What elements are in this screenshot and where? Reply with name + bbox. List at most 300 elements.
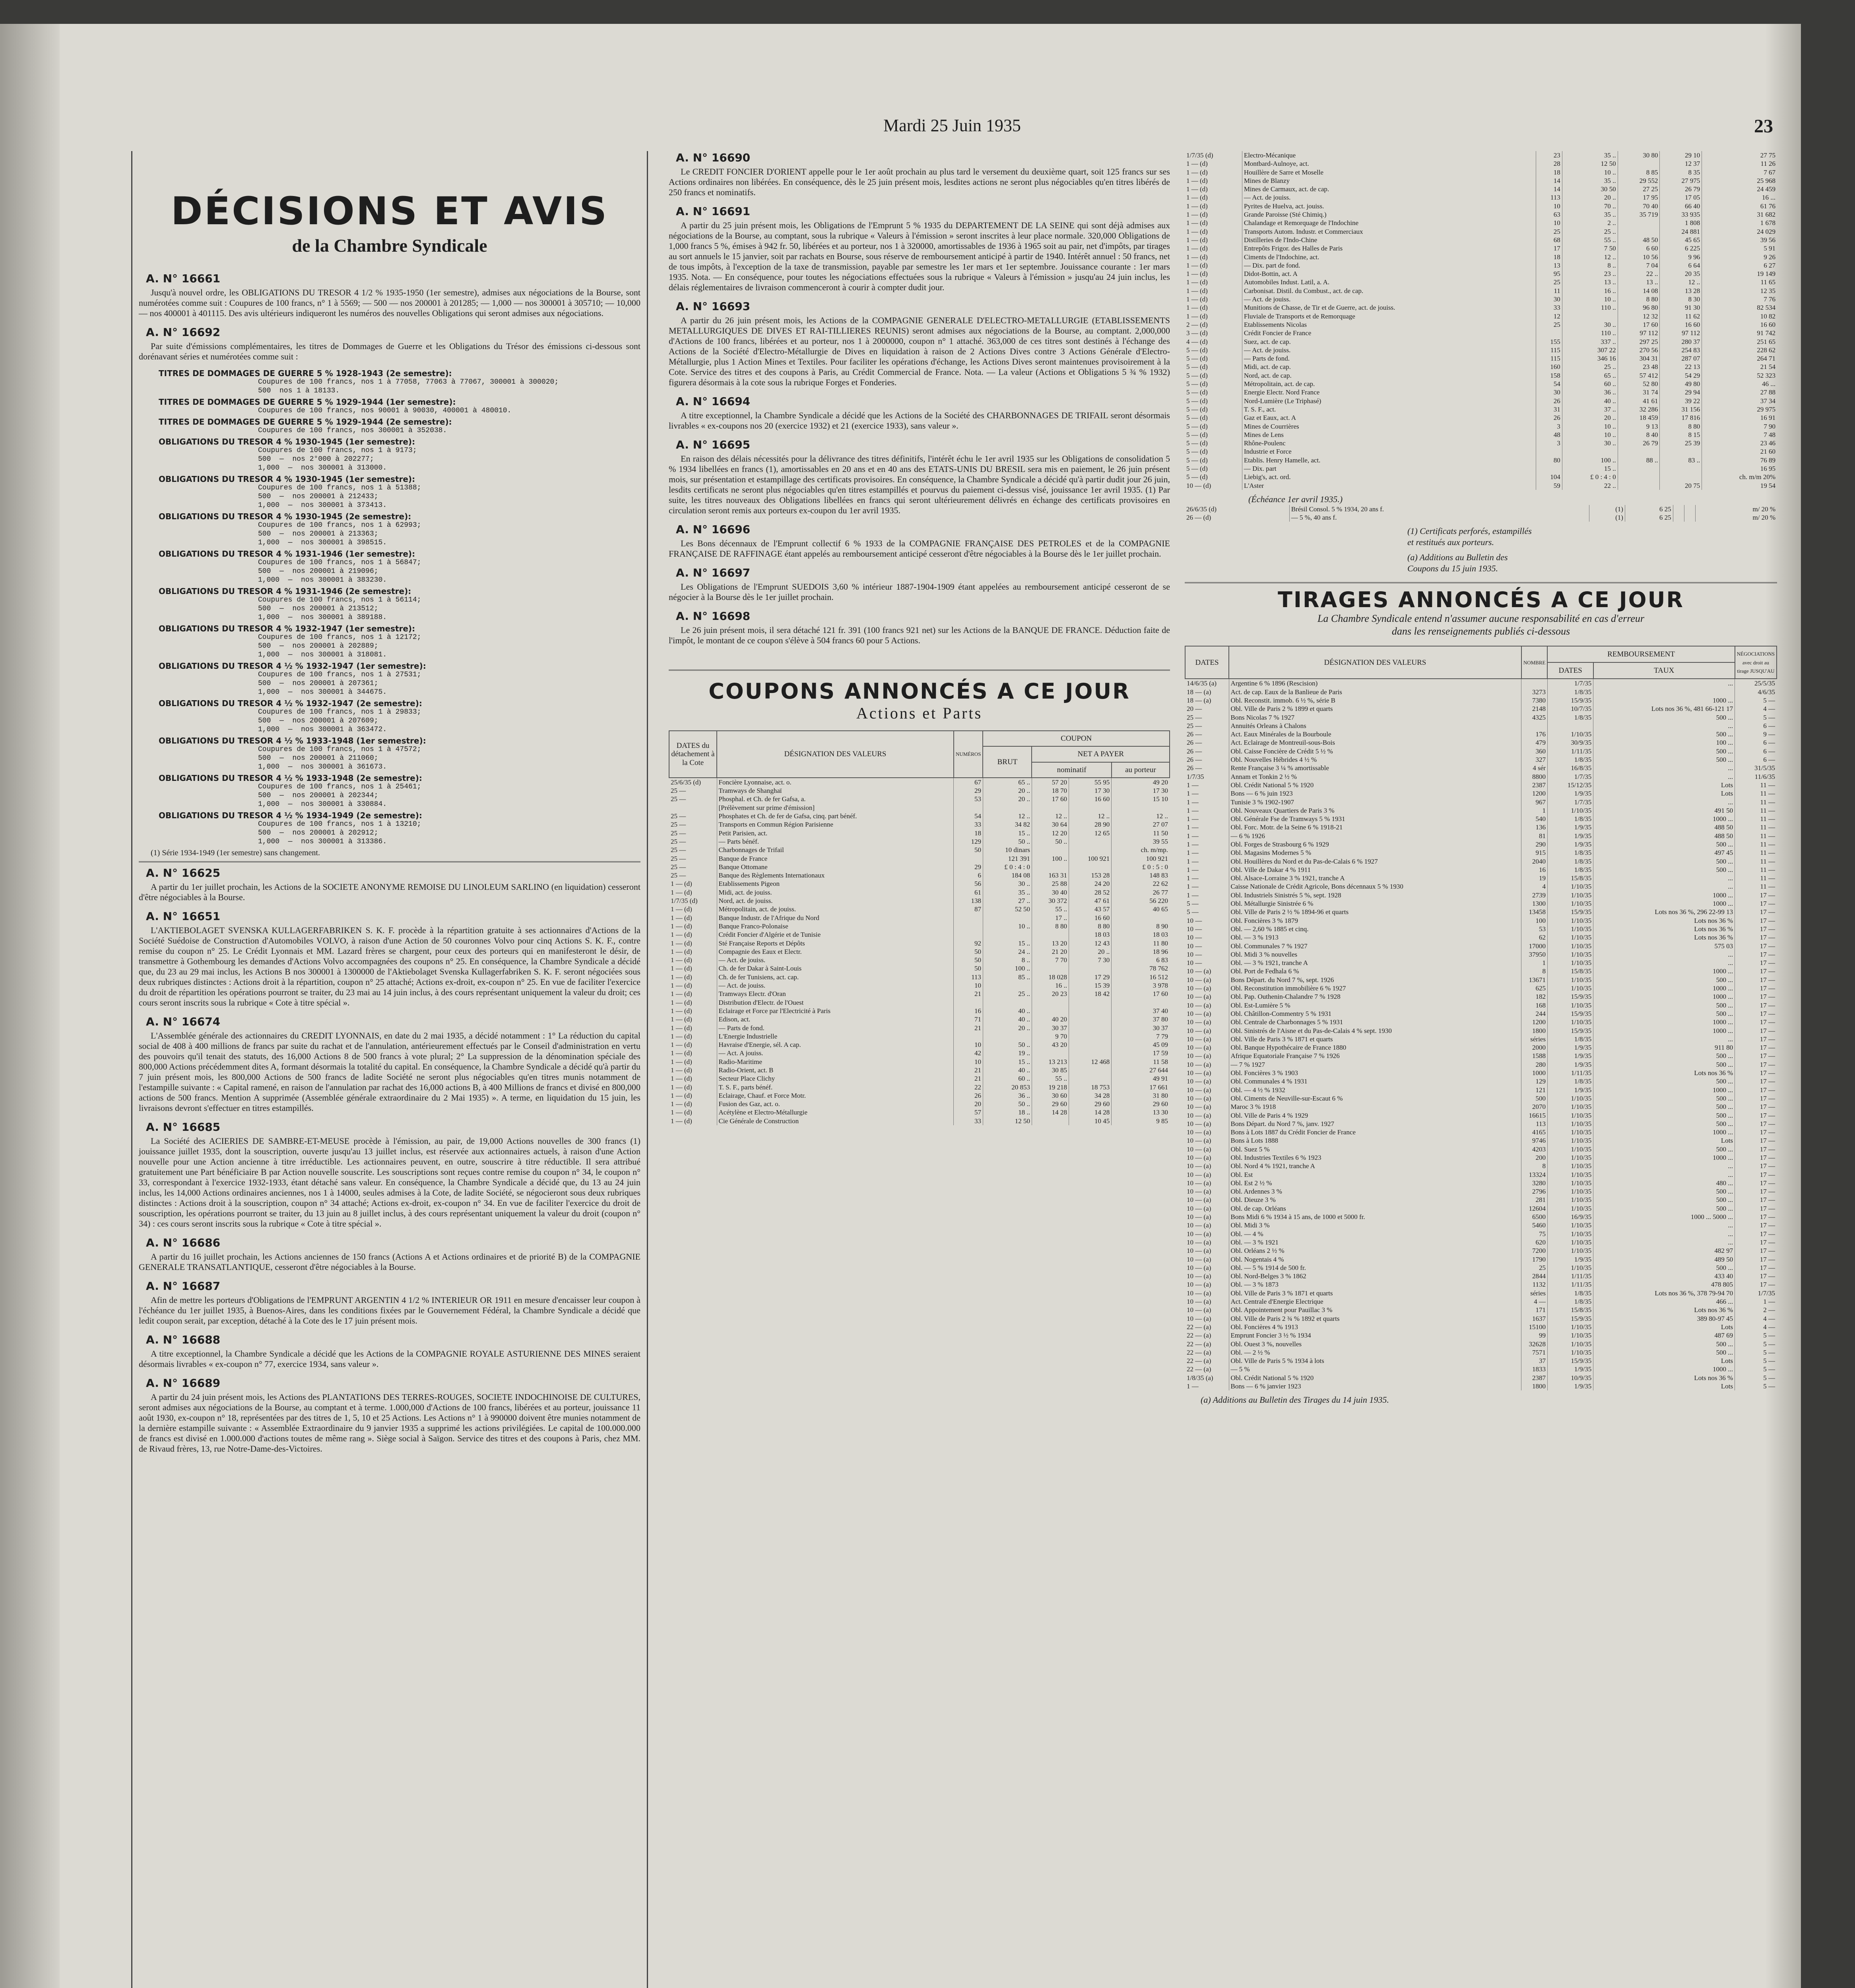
- table-cell: 5 —: [1735, 1348, 1777, 1357]
- table-cell: 15/9/35: [1547, 992, 1593, 1001]
- table-cell: 1/9/35: [1547, 1052, 1593, 1060]
- table-row: [1185, 513, 1777, 522]
- table-cell: 46 ...: [1702, 380, 1777, 388]
- table-cell: 121: [1521, 1086, 1548, 1094]
- coupure-title: OBLIGATIONS DU TRESOR 4 ½ % 1934-1949 (2e semestre):: [159, 811, 422, 820]
- table-cell: Rente Française 3 ¼ % amortissable: [1229, 764, 1521, 772]
- table-cell: 1/10/35: [1547, 1238, 1593, 1246]
- table-cell: 9 70: [1032, 1032, 1069, 1041]
- table-cell: [1032, 998, 1069, 1007]
- table-cell: 57: [954, 1108, 983, 1116]
- table-row: [1185, 798, 1777, 806]
- table-cell: — 5 %, 40 ans f.: [1289, 513, 1589, 522]
- table-cell: 1000 ...: [1593, 1128, 1735, 1136]
- table-cell: Obl. Magasins Modernes 5 %: [1229, 848, 1521, 857]
- table-cell: 8 35: [1660, 168, 1702, 177]
- avis-item: [139, 1015, 640, 1113]
- table-cell: 12 ..: [1032, 812, 1069, 820]
- table-cell: 1 808: [1660, 219, 1702, 227]
- col-remboursement: REMBOURSEMENT: [1547, 646, 1735, 662]
- table-cell: Obl. Nord-Belges 3 % 1862: [1229, 1272, 1521, 1280]
- table-cell: Obl. Générale Fse de Tramways 5 % 1931: [1229, 815, 1521, 823]
- table-cell: 1/9/35: [1547, 1086, 1593, 1094]
- table-cell: 7200: [1521, 1246, 1548, 1255]
- table-cell: 290: [1521, 840, 1548, 848]
- table-cell: 18 753: [1069, 1083, 1112, 1091]
- table-cell: 280: [1521, 1060, 1548, 1069]
- table-row: [1185, 722, 1777, 730]
- table-cell: 29: [954, 863, 983, 871]
- table-cell: 29: [954, 786, 983, 795]
- table-cell: Fluviale de Transports et de Remorquage: [1242, 312, 1536, 320]
- table-row: [1185, 227, 1777, 236]
- table-cell: 1000 ...: [1593, 1086, 1735, 1094]
- table-cell: Munitions de Chasse, de Tir et de Guerre, act. de jouiss.: [1242, 303, 1536, 312]
- table-cell: 22 — (a): [1187, 1365, 1211, 1373]
- table-row: [1185, 781, 1777, 789]
- table-cell: 5 — (d): [1186, 414, 1208, 422]
- col-coupon: COUPON: [983, 731, 1170, 746]
- table-cell: — Act. de jouiss.: [1242, 346, 1536, 354]
- table-cell: 17 —: [1735, 1001, 1777, 1010]
- table-cell: 20 —: [1187, 705, 1202, 713]
- table-cell: 100 ..: [1032, 854, 1069, 863]
- table-cell: Obl. Crédit National 5 % 1920: [1229, 781, 1521, 789]
- table-cell: 10: [954, 981, 983, 990]
- table-cell: 8: [1521, 1162, 1548, 1170]
- table-cell: Obl. Ouest 3 %, nouvelles: [1229, 1340, 1521, 1348]
- table-cell: 1/10/35: [1547, 1103, 1593, 1111]
- table-row: [669, 1066, 1170, 1074]
- table-cell: — Parts de fond.: [717, 1024, 954, 1032]
- table-cell: 1 — (d): [1186, 211, 1208, 219]
- avis-text: En raison des délais nécessités pour la délivrance des titres définitifs, l'intérêt échu le 1er avril 1935 sur les Obligations de consolidation 5 % 1934 libellées en francs (1), amortissables en 20 ans et en 40 ans des ETATS-UNIS DU BRESIL sera mis en paiement, le 26 juin présent mois, sur présentation et estampillage des certificats provisoires. En conséquence, la Chambre Syndicale a décidé qu'à partir dudit jour 26 juin, lesdits certificats ne seront plus négociables qu'en titres estampillés et pourvus du paiement ci-dessus visé, jouissance 1er avril 1935. (1) Par suite, les titres nouveaux des Obligations libellées en francs qui seront ultérieurement délivrés en échange des certificats provisoires en circulation seront remis aux porteurs ex-coupon du 1er avril 1935.: [669, 454, 1170, 515]
- table-cell: [1032, 1117, 1069, 1125]
- table-cell: 1: [1521, 959, 1548, 967]
- coupure-block: [139, 417, 640, 435]
- table-cell: Obl. Suez 5 %: [1229, 1145, 1521, 1153]
- table-cell: 5 — (d): [1186, 346, 1208, 354]
- table-cell: 21 20: [1032, 947, 1069, 956]
- table-cell: L'Energie Industrielle: [717, 1032, 954, 1041]
- table-cell: Foncière Lyonnaise, act. o.: [717, 778, 954, 786]
- table-cell: 15/9/35: [1547, 1010, 1593, 1018]
- table-cell: 37 80: [1112, 1015, 1170, 1023]
- table-cell: 1/10/35: [1547, 925, 1593, 933]
- table-cell: 168: [1521, 1001, 1548, 1010]
- table-cell: 30: [1536, 295, 1562, 303]
- table-cell: 10 — (a): [1187, 1298, 1211, 1306]
- table-cell: 21: [954, 1024, 983, 1032]
- table-cell: 1 — (d): [671, 1109, 692, 1116]
- table-cell: 8 80: [1618, 295, 1660, 303]
- table-cell: 1 — (d): [1186, 304, 1208, 312]
- table-cell: 113: [1536, 193, 1562, 202]
- table-cell: 575 03: [1593, 942, 1735, 950]
- table-row: [669, 1007, 1170, 1015]
- table-cell: 491 50: [1593, 806, 1735, 815]
- table-cell: [1069, 1074, 1112, 1083]
- coupure-title: TITRES DE DOMMAGES DE GUERRE 5 % 1929-1944 (1er semestre):: [159, 397, 456, 407]
- table-cell: 22 13: [1660, 363, 1702, 371]
- coupure-line: Coupures de 100 francs, nos 1 à 25461;: [258, 783, 421, 791]
- table-cell: 8 85: [1618, 168, 1660, 177]
- table-cell: 11 80: [1112, 939, 1170, 947]
- table-cell: 10 — (a): [1187, 1069, 1211, 1077]
- table-cell: 5 —: [1735, 713, 1777, 722]
- table-cell: 7571: [1521, 1348, 1548, 1357]
- table-cell: 19: [1521, 874, 1548, 882]
- coupure-line: 500 — nos 200001 à 202889;: [258, 642, 378, 650]
- table-cell: 10 ..: [983, 922, 1032, 930]
- table-cell: 27 ..: [983, 897, 1032, 905]
- table-cell: £ 0 : 5 : 0: [1112, 863, 1170, 871]
- table-cell: 27 75: [1702, 151, 1777, 159]
- table-cell: 12 50: [983, 1117, 1032, 1125]
- table-cell: 10 — (a): [1187, 1137, 1211, 1145]
- table-row: [1185, 1272, 1777, 1280]
- table-cell: 360: [1521, 747, 1548, 755]
- table-cell: 50: [954, 964, 983, 973]
- table-row: [669, 956, 1170, 964]
- table-row: [1185, 789, 1777, 798]
- table-row: [669, 947, 1170, 956]
- table-row: [1185, 447, 1777, 456]
- table-cell: 487 69: [1593, 1331, 1735, 1340]
- table-row: [1185, 1103, 1777, 1111]
- table-cell: Didot-Bottin, act. A: [1242, 270, 1536, 278]
- table-cell: [1618, 227, 1660, 236]
- table-cell: 5 — (d): [1186, 431, 1208, 439]
- table-cell: 29 60: [1112, 1100, 1170, 1108]
- table-cell: 1 — (d): [671, 965, 692, 973]
- table-row: [1185, 1052, 1777, 1060]
- table-row: [1185, 933, 1777, 942]
- table-cell: Rhône-Poulenc: [1242, 439, 1536, 447]
- right-column: [1181, 151, 1781, 1988]
- avis-text: A partir du 24 juin présent mois, les Actions des PLANTATIONS DES TERRES-ROUGES, SOCIETE INDOCHINOISE DE CULTURES, seront admises aux négociations de la Bourse, au comptant et à terme. 1.000,000 d'Actions de 100 francs, libérées et au porteur, jouissance 11 août 1930, ex-coupon n° 18, représentées par des titres de 1, 5, 10 et 25 Actions. Les Actions n° 1 à 990000 doivent être munies notamment de la dernière estampille suivante : « Assemblée Extraordinaire du 9 janvier 1935 a supprimé les actions privilégiées. Le capital de 100.000.000 de francs est divisé en 1.000.000 d'actions toutes de même rang ». Siège social à Saïgon. Service des titres et des coupons à Paris, chez MM. de Rivaud frères, 13, rue Notre-Dame-des-Victoires.: [139, 1392, 640, 1454]
- table-cell: Lots: [1593, 789, 1735, 798]
- table-cell: 25 —: [671, 812, 686, 820]
- avis-number: A. N° 16685: [146, 1120, 221, 1134]
- table-cell: 76 89: [1702, 456, 1777, 464]
- coupure-line: 1,000 — nos 300001 à 373413.: [258, 501, 387, 509]
- table-cell: 2 ..: [1562, 219, 1618, 227]
- table-cell: 4 —: [1735, 1314, 1777, 1323]
- table-cell: 30 ..: [1562, 439, 1618, 447]
- coupons-title: COUPONS ANNONCÉS A CE JOUR: [708, 679, 1130, 704]
- table-cell: 10 —: [1187, 950, 1202, 958]
- table-cell: Bons à Lots 1887 du Crédit Foncier de France: [1229, 1128, 1521, 1136]
- table-row: [669, 1032, 1170, 1041]
- middle-column: [664, 151, 1175, 1988]
- page-number: 23: [1754, 116, 1773, 137]
- table-row: [1185, 976, 1777, 984]
- decisions-subtitle: de la Chambre Syndicale: [292, 235, 487, 256]
- table-cell: 11 —: [1735, 823, 1777, 831]
- table-cell: 10 — (a): [1187, 1094, 1211, 1102]
- table-cell: 1/10/35: [1547, 1323, 1593, 1331]
- table-row: [669, 795, 1170, 803]
- table-cell: 5 — (d): [1186, 405, 1208, 413]
- table-cell: Secteur Place Clichy: [717, 1074, 954, 1083]
- table-cell: 52 80: [1618, 380, 1660, 388]
- table-cell: 264 71: [1702, 354, 1777, 363]
- table-cell: 4 sér: [1521, 764, 1548, 772]
- table-cell: 17 —: [1735, 1187, 1777, 1196]
- table-cell: 6 60: [1618, 244, 1660, 252]
- table-cell: Obl. — 3 % 1921: [1229, 1238, 1521, 1246]
- table-cell: 1/10/35: [1547, 1018, 1593, 1026]
- avis-text: L'AKTIEBOLAGET SVENSKA KULLAGERFABRIKEN S. K. F. procède à la répartition gratuite à ses actionnaires d'Actions de la Société Suédoise de Construction d'Automobiles VOLVO, à raison d'une Action de 50 couronnes Volvo pour cinq Actions S. K. F., contre remise du coupon n° 25. Le Crédit Lyonnais et MM. Lazard frères se chargent, pour ceux des porteurs qui en manifesteront le désir, de transmettre à Gothembourg les demandes d'Actions Volvo accompagnées des coupons n° 25. En conséquence, la Chambre Syndicale a décidé que, du 23 au 29 mai inclus, les Actions B nos 300001 à 1300000 de l'Aktiebolaget Svenska Kullagerfabriken S. K. F. seront négociées sous deux rubriques distinctes : Actions droit à la répartition, coupon n° 25 attaché; Actions ex-droit, ex-coupon n° 25. En vue de faciliter l'exercice du droit de répartition les opérations pourront se traiter, du 23 mai au 14 juin inclus, à des cours représentant uniquement la valeur du droit; ces cours seront inscrits sous la rubrique « Cote à titre spécial ».: [139, 925, 640, 1008]
- table-cell: Obl. Midi 3 %: [1229, 1221, 1521, 1229]
- table-cell: — 6 % 1926: [1229, 832, 1521, 840]
- table-cell: 14: [1536, 185, 1562, 193]
- table-cell: Act. Eaux Minérales de la Bourboule: [1229, 730, 1521, 738]
- table-cell: 16 91: [1702, 414, 1777, 422]
- table-cell: 20 ..: [983, 786, 1032, 795]
- table-cell: 488 50: [1593, 823, 1735, 831]
- table-cell: Emprunt Foncier 3 ½ % 1934: [1229, 1331, 1521, 1340]
- table-cell: 1000 ...: [1593, 899, 1735, 908]
- table-cell: 1 —: [1187, 874, 1199, 882]
- table-cell: 15/12/35: [1547, 781, 1593, 789]
- table-cell: 16 95: [1702, 464, 1777, 473]
- table-cell: Lots nos 36 %: [1593, 1069, 1735, 1077]
- table-row: [1185, 1196, 1777, 1204]
- table-cell: 10 — (a): [1187, 1077, 1211, 1085]
- table-cell: 20 23: [1032, 990, 1069, 998]
- table-cell: 500 ...: [1593, 1145, 1735, 1153]
- table-row: [1185, 185, 1777, 193]
- table-cell: [1684, 505, 1695, 513]
- table-cell: 80: [1536, 456, 1562, 464]
- table-cell: Obl. Nouvelles Hébrides 4 ½ %: [1229, 755, 1521, 764]
- table-cell: 2148: [1521, 705, 1548, 713]
- avis-item: [139, 1279, 640, 1326]
- table-cell: 17 —: [1735, 1280, 1777, 1289]
- table-row: [1185, 823, 1777, 831]
- table-cell: 1/9/35: [1547, 1255, 1593, 1264]
- table-cell: 9 13: [1618, 422, 1660, 431]
- table-row: [1185, 431, 1777, 439]
- table-row: [1185, 1246, 1777, 1255]
- coupure-line: Coupures de 100 francs, nos 1 à 29833;: [258, 708, 421, 716]
- table-cell: 10 — (a): [1187, 1120, 1211, 1128]
- table-cell: 63: [1536, 210, 1562, 219]
- table-cell: 70 ..: [1562, 202, 1618, 210]
- table-row: [1185, 363, 1777, 371]
- table-cell: 5 — (d): [1186, 464, 1208, 472]
- table-cell: 2796: [1521, 1187, 1548, 1196]
- table-cell: 1 —: [1187, 891, 1199, 899]
- table-cell: 488 50: [1593, 832, 1735, 840]
- table-cell: 500 ...: [1593, 1077, 1735, 1085]
- table-cell: Lots: [1593, 1136, 1735, 1145]
- table-cell: [1618, 159, 1660, 168]
- table-cell: 55 ..: [1032, 1074, 1069, 1083]
- table-cell: Obl. Foncières 4 % 1913: [1229, 1323, 1521, 1331]
- table-cell: 1 — (d): [671, 947, 692, 955]
- table-cell: 17 —: [1735, 1035, 1777, 1043]
- table-cell: 1/10/35: [1547, 933, 1593, 942]
- table-cell: 4 —: [1521, 1297, 1548, 1306]
- table-cell: 1/7/35: [1547, 773, 1593, 781]
- table-row: [1185, 1120, 1777, 1128]
- table-cell: 500 ...: [1593, 747, 1735, 755]
- table-cell: 60 ..: [983, 1074, 1032, 1083]
- col-nominatif: nominatif: [1032, 762, 1111, 778]
- table-cell: 95: [1536, 270, 1562, 278]
- table-cell: 15 ..: [983, 1058, 1032, 1066]
- table-row: [1185, 1357, 1777, 1365]
- table-cell: 2 — (d): [1186, 320, 1208, 328]
- table-row: [1185, 1010, 1777, 1018]
- table-cell: 11 —: [1735, 806, 1777, 815]
- table-cell: Obl. Ville de Paris 3 % 1871 et quarts: [1229, 1035, 1521, 1043]
- table-cell: 5 —: [1735, 1374, 1777, 1382]
- table-cell: 1 —: [1187, 823, 1199, 831]
- coupure-line: 1,000 — nos 300001 à 383230.: [258, 576, 387, 584]
- table-cell: Midi, act. de jouiss.: [717, 888, 954, 897]
- table-row: [1185, 1348, 1777, 1357]
- table-row: [1185, 1297, 1777, 1306]
- coupure-line: 500 — nos 200001 à 207361;: [258, 679, 378, 687]
- table-cell: Eclairage et Force par l'Electricité à Paris: [717, 1007, 954, 1015]
- table-cell: 36 ..: [1562, 388, 1618, 396]
- table-cell: 17 60: [1112, 990, 1170, 998]
- table-cell: Banque Franco-Polonaise: [717, 922, 954, 930]
- table-cell: 25: [1536, 320, 1562, 329]
- table-cell: 1 — (d): [671, 880, 692, 888]
- table-row: [1185, 891, 1777, 899]
- table-row: [1185, 696, 1777, 705]
- table-cell: 620: [1521, 1238, 1548, 1246]
- table-cell: 10 — (a): [1187, 1035, 1211, 1043]
- table-cell: 71: [954, 1015, 983, 1023]
- coupure-block: [139, 699, 640, 734]
- table-cell: 45 09: [1112, 1041, 1170, 1049]
- table-cell: 1/10/35: [1547, 976, 1593, 984]
- table-cell: 29 60: [1069, 1100, 1112, 1108]
- table-cell: Mines de Courrières: [1242, 422, 1536, 431]
- table-cell: 18 028: [1032, 973, 1069, 981]
- table-cell: 115: [1536, 354, 1562, 363]
- table-cell: 10 — (a): [1187, 1018, 1211, 1026]
- avis-item: [139, 326, 640, 362]
- table-cell: 915: [1521, 848, 1548, 857]
- avis-number: A. N° 16651: [146, 910, 221, 923]
- table-cell: 85 ..: [983, 973, 1032, 981]
- table-cell: Banque Industr. de l'Afrique du Nord: [717, 914, 954, 922]
- coupure-line: 1,000 — nos 300001 à 344675.: [258, 688, 387, 696]
- table-cell: 20 75: [1660, 481, 1702, 490]
- table-row: [1185, 1204, 1777, 1213]
- table-cell: 10 ..: [1562, 295, 1618, 303]
- table-cell: 66 40: [1660, 202, 1702, 210]
- table-cell: 37: [1521, 1357, 1548, 1365]
- table-cell: 2040: [1521, 857, 1548, 866]
- table-cell: 1000 ...: [1593, 1153, 1735, 1162]
- table-cell: 53: [1521, 925, 1548, 933]
- table-cell: 17 —: [1735, 1204, 1777, 1213]
- table-cell: 28 52: [1069, 888, 1112, 897]
- table-row: [669, 939, 1170, 947]
- table-cell: 1/7/35: [1547, 679, 1593, 687]
- table-row: [669, 1049, 1170, 1057]
- table-cell: 26 —: [1187, 730, 1202, 738]
- table-cell: 56: [954, 879, 983, 888]
- coupure-title: OBLIGATIONS DU TRESOR 4 ½ % 1933-1948 (2e semestre):: [159, 773, 422, 783]
- table-cell: 40 ..: [983, 1066, 1032, 1074]
- avis-number: A. N° 16691: [676, 205, 751, 218]
- table-cell: 10 — (a): [1187, 1204, 1211, 1212]
- avis-number: A. N° 16697: [676, 566, 751, 579]
- table-cell: séries: [1521, 1035, 1548, 1043]
- table-cell: 48 50: [1618, 236, 1660, 244]
- table-cell: Obl. Ciments de Neuville-sur-Escaut 6 %: [1229, 1094, 1521, 1103]
- table-cell: 25: [1521, 1264, 1548, 1272]
- table-cell: 1 — (d): [671, 1041, 692, 1049]
- table-cell: 500 ...: [1593, 1120, 1735, 1128]
- table-cell: 23: [1536, 151, 1562, 159]
- table-cell: 100 921: [1112, 854, 1170, 863]
- table-cell: 8 80: [1032, 922, 1069, 930]
- table-cell: 7380: [1521, 696, 1548, 705]
- table-cell: 1833: [1521, 1365, 1548, 1373]
- table-cell: 10 56: [1618, 253, 1660, 261]
- table-cell: 1 — (d): [1186, 278, 1208, 286]
- avis-number: A. N° 16687: [146, 1279, 221, 1293]
- table-cell: Obl. Métallurgie Sinistrée 6 %: [1229, 899, 1521, 908]
- table-row: [1185, 1289, 1777, 1297]
- table-cell: ...: [1593, 882, 1735, 891]
- table-cell: 17 59: [1112, 1049, 1170, 1057]
- table-cell: 31 156: [1660, 405, 1702, 414]
- table-cell: 17: [1536, 244, 1562, 252]
- table-cell: [954, 804, 983, 812]
- tirages-title: TIRAGES ANNONCÉS A CE JOUR: [1277, 587, 1684, 613]
- avis-item: [139, 910, 640, 1008]
- table-cell: 15 ..: [1562, 464, 1618, 473]
- table-cell: 9 26: [1702, 253, 1777, 261]
- table-cell: 35 ..: [1562, 151, 1618, 159]
- coupure-line: 500 — nos 2°000 à 202277;: [258, 455, 374, 463]
- table-row: [1185, 1264, 1777, 1272]
- table-cell: 25 ..: [983, 990, 1032, 998]
- table-cell: 10 —: [1187, 925, 1202, 933]
- table-cell: [1032, 846, 1069, 854]
- coupure-line: Coupures de 100 francs, nos 1 à 9173;: [258, 447, 417, 454]
- table-cell: Obl. Midi 3 % nouvelles: [1229, 950, 1521, 959]
- table-cell: 12 65: [1069, 829, 1112, 837]
- table-cell: 17 —: [1735, 1103, 1777, 1111]
- table-cell: [1032, 930, 1069, 939]
- table-row: [1185, 439, 1777, 447]
- divider: [669, 670, 1170, 671]
- table-cell: 228 62: [1702, 346, 1777, 354]
- table-cell: 5 — (d): [1186, 355, 1208, 363]
- table-row: [1185, 1374, 1777, 1382]
- table-cell: 1 —: [1187, 857, 1199, 865]
- table-cell: 625: [1521, 984, 1548, 992]
- table-cell: 17 —: [1735, 916, 1777, 925]
- table-cell: 11/6/35: [1735, 773, 1777, 781]
- table-row: [1185, 705, 1777, 713]
- table-cell: 500 ...: [1593, 1001, 1735, 1010]
- tirages-subtitle-1: La Chambre Syndicale entend n'assumer aucune responsabilité en cas d'erreur: [1317, 613, 1645, 625]
- table-cell: 10 —: [1187, 934, 1202, 942]
